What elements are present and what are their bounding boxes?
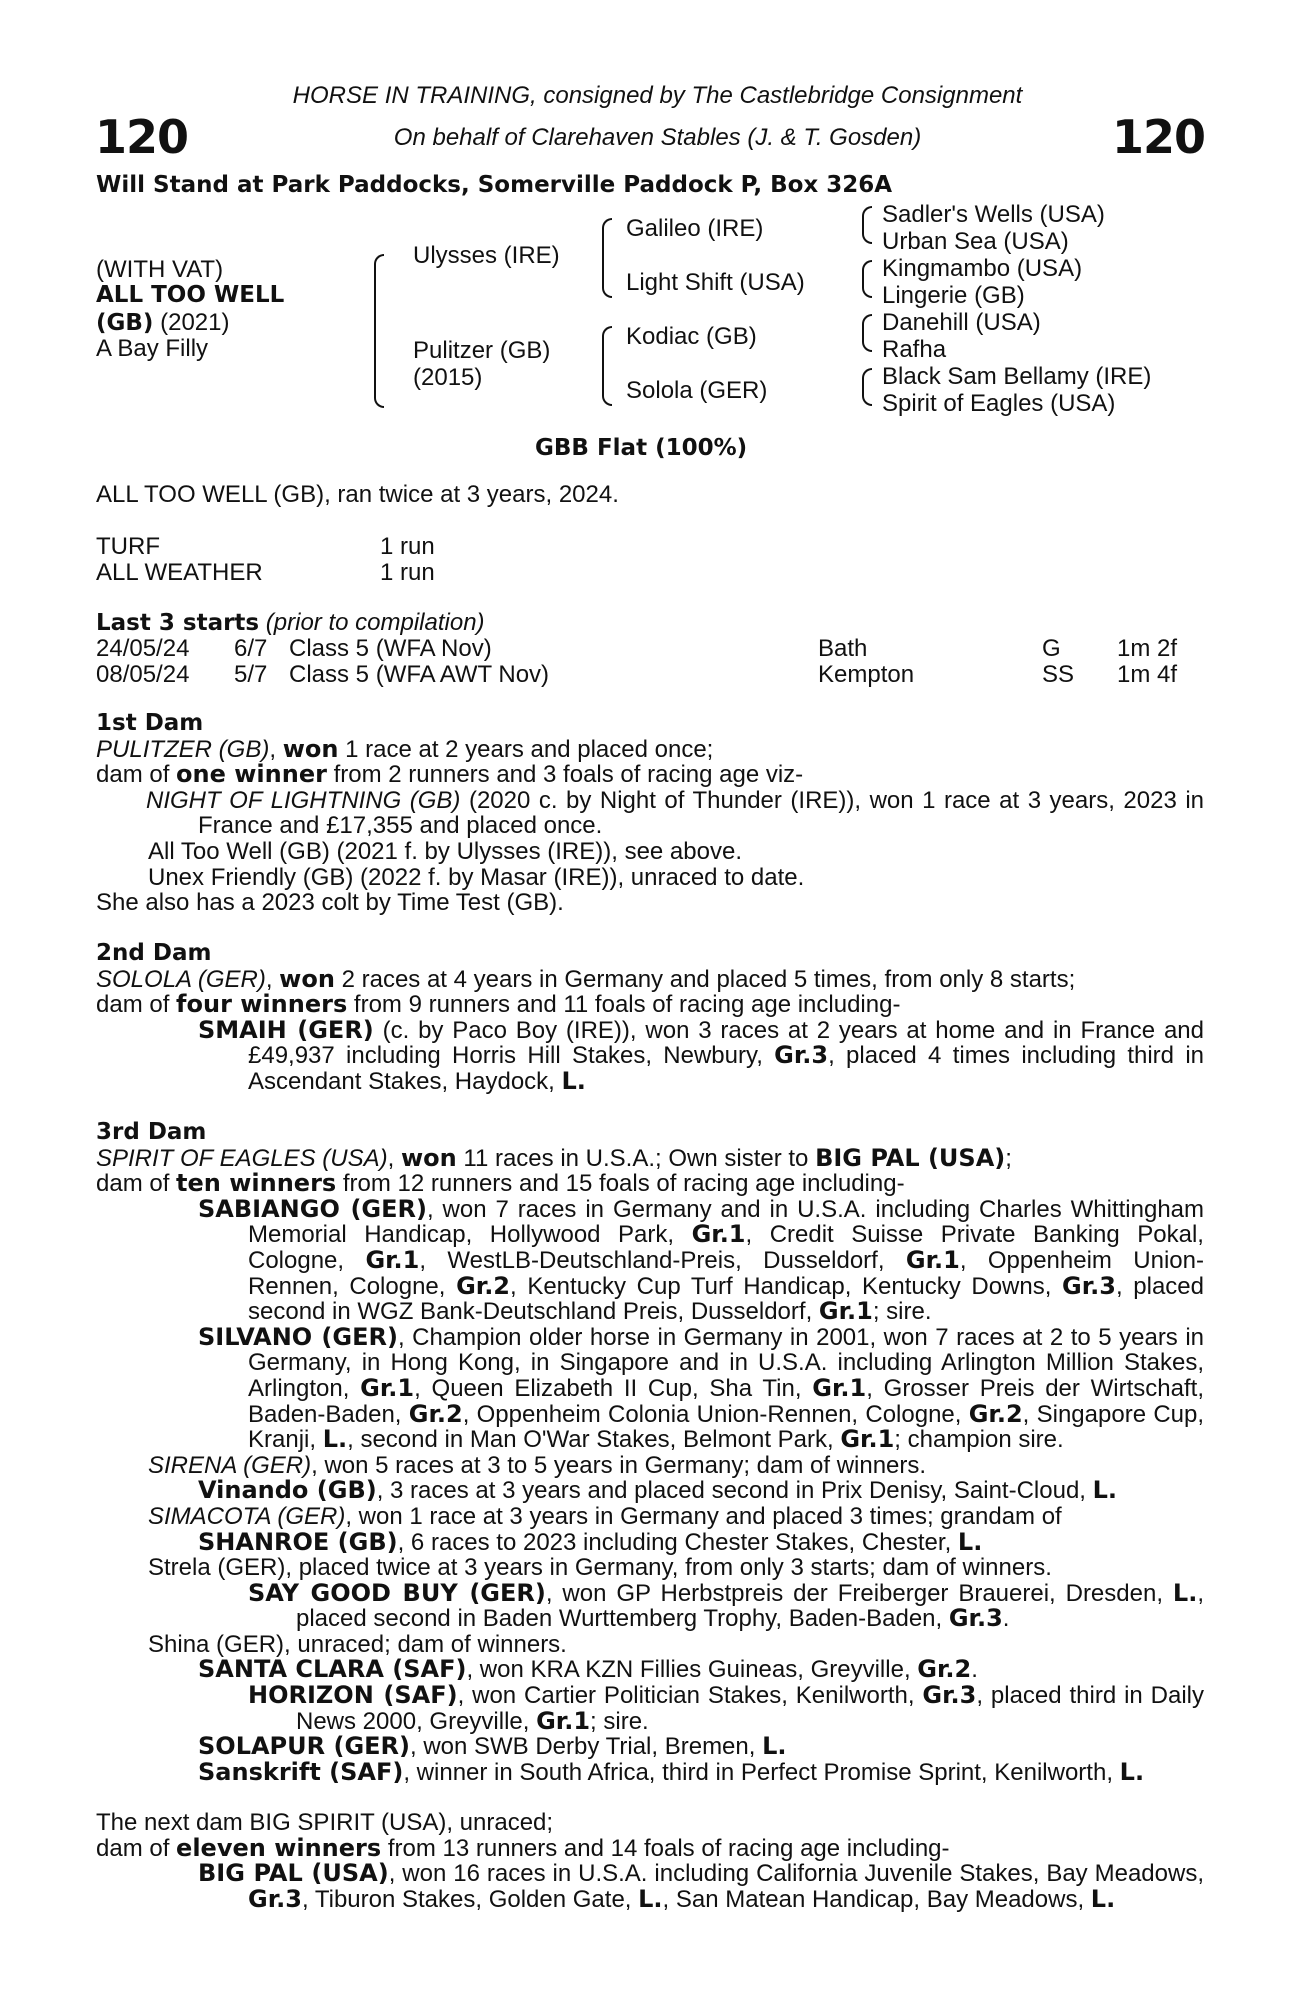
pedigree-brace-1 — [862, 206, 872, 244]
produce-entry-shina: Shina (GER), unraced; dam of winners. — [148, 1630, 567, 1658]
pedigree-sire-dam: Light Shift (USA) — [626, 269, 805, 296]
produce-entry-shanroe: SHANROE (GB), 6 races to 2023 including Chester Stakes, Chester, L. — [198, 1527, 983, 1556]
last-starts-heading — [96, 609, 485, 637]
produce-entry: SMAIH (GER) (c. by Paco Boy (IRE)), won 3 races at 2 years at home and in France and £49,937 including Horris Hill Stakes, Newbury, Gr.3, placed 4 times including third in Ascendant Stakes, Haydock, L. — [198, 1015, 1205, 1095]
pedigree-brace-main — [374, 254, 384, 408]
third-dam-section — [96, 1120, 1204, 1785]
second-dam-produce-line: dam of four winners from 9 runners and 11 foals of racing age including- — [96, 990, 901, 1019]
pedigree-sire: Ulysses (IRE) — [413, 242, 560, 269]
start-position: 6/7 — [234, 635, 268, 662]
pedigree-dss: Danehill (USA) — [882, 309, 1041, 336]
second-dam-section — [96, 941, 1204, 1095]
produce-entry-vinando: Vinando (GB), 3 races at 3 years and placed second in Prix Denisy, Saint-Cloud, L. — [198, 1476, 1118, 1505]
pedigree-brace-3 — [862, 314, 872, 352]
start-going: G — [1042, 635, 1061, 662]
pedigree-sds: Kingmambo (USA) — [882, 255, 1083, 282]
third-dam-produce-line: dam of ten winners from 12 runners and 15 foals of racing age including- — [96, 1169, 905, 1198]
pedigree-ssd: Urban Sea (USA) — [882, 228, 1069, 255]
pedigree-ddd: Spirit of Eagles (USA) — [882, 390, 1116, 417]
second-dam-line: SOLOLA (GER), won 2 races at 4 years in Germany and placed 5 times, from only 8 starts; — [96, 964, 1076, 993]
pedigree-dds: Black Sam Bellamy (IRE) — [882, 363, 1152, 390]
produce-entry-silvano: SILVANO (GER), Champion older horse in Germany in 2001, won 7 races at 2 to 5 years in Germany, in Hong Kong, in Singapore and in U.S.A. including Arlington Million Stakes, Arlington, Gr.1, Queen Elizabeth II Cup, Sha Tin, Gr.1, Grosser Preis der Wirtschaft, Baden-Baden, Gr.2, Oppenheim Colonia Union-Rennen, Cologne, Gr.2, Singapore Cup, Kranji, L., second in Man O'War Stakes, Belmont Park, Gr.1; champion sire. — [198, 1322, 1205, 1454]
pedigree-dam-year: (2015) — [413, 364, 483, 391]
lot-number-left: 120 — [95, 110, 189, 164]
vendor-line: On behalf of Clarehaven Stables (J. & T. Gosden) — [393, 124, 922, 151]
surface-label-turf: TURF — [96, 533, 160, 560]
start-race: Class 5 (WFA Nov) — [289, 635, 492, 662]
next-dam-line: The next dam BIG SPIRIT (USA), unraced; — [96, 1809, 554, 1836]
produce-entry-say-good-buy: SAY GOOD BUY (GER), won GP Herbstpreis der Freiberger Brauerei, Dresden, L., placed second in Baden Wurttemberg Trophy, Baden-Baden, Gr.3. — [248, 1578, 1204, 1633]
first-dam-line: PULITZER (GB), won 1 race at 2 years and placed once; — [96, 734, 714, 763]
produce-entry-sanskrift: Sanskrift (SAF), winner in South Africa, third in Perfect Promise Sprint, Kenilworth, L. — [198, 1757, 1145, 1786]
next-dam-produce-line: dam of eleven winners from 13 runners and 14 foals of racing age including- — [96, 1833, 950, 1862]
won-label: won — [282, 734, 339, 763]
horse-year: (2021) — [153, 309, 230, 336]
stand-location: Will Stand at Park Paddocks, Somerville Paddock P, Box 326A — [96, 172, 893, 198]
horse-country-year — [96, 309, 229, 337]
produce-entry-santa-clara: SANTA CLARA (SAF), won KRA KZN Fillies Guineas, Greyville, Gr.2. — [198, 1655, 978, 1684]
surface-value-turf: 1 run — [380, 533, 435, 560]
produce-entry-solapur: SOLAPUR (GER), won SWB Derby Trial, Bremen, L. — [198, 1732, 787, 1761]
dam-name: PULITZER (GB) — [96, 735, 270, 763]
start-date: 08/05/24 — [96, 661, 190, 688]
second-dam-title: 2nd Dam — [96, 940, 212, 966]
vat-note: (WITH VAT) — [96, 256, 224, 283]
lot-number-right: 120 — [1111, 110, 1205, 164]
race-summary: ALL TOO WELL (GB), ran twice at 3 years, 2024. — [96, 481, 619, 508]
produce-entry: Unex Friendly (GB) (2022 f. by Masar (IRE)), unraced to date. — [148, 863, 805, 891]
start-position: 5/7 — [234, 661, 268, 688]
produce-entry-simacota: SIMACOTA (GER), won 1 race at 3 years in Germany and placed 3 times; grandam of — [148, 1502, 1062, 1530]
start-date: 24/05/24 — [96, 635, 190, 662]
pedigree-brace-sire — [602, 218, 612, 298]
first-dam-section — [96, 711, 1204, 916]
horse-name: ALL TOO WELL — [96, 282, 285, 308]
pedigree-sire-sire: Galileo (IRE) — [626, 215, 764, 242]
horse-description: A Bay Filly — [96, 335, 209, 362]
pedigree-sss: Sadler's Wells (USA) — [882, 201, 1105, 228]
start-race: Class 5 (WFA AWT Nov) — [289, 661, 550, 688]
surface-label-aw: ALL WEATHER — [96, 559, 263, 586]
produce-entry: All Too Well (GB) (2021 f. by Ulysses (IRE)), see above. — [148, 837, 742, 865]
start-course: Bath — [818, 635, 868, 662]
pedigree-brace-4 — [862, 368, 872, 406]
produce-entry: NIGHT OF LIGHTNING (GB) (2020 c. by Night of Thunder (IRE)), won 1 race at 3 years, 2023 in France and £17,355 and placed once. — [146, 786, 1205, 840]
rating: GBB Flat (100%) — [535, 435, 748, 461]
first-dam-title: 1st Dam — [96, 710, 204, 736]
start-going: SS — [1042, 661, 1075, 688]
horse-country: (GB) — [96, 310, 154, 336]
pedigree-brace-2 — [862, 260, 872, 298]
pedigree-dam: Pulitzer (GB) — [413, 337, 551, 364]
third-dam-line: SPIRIT OF EAGLES (USA), won 11 races in U.S.A.; Own sister to BIG PAL (USA); — [96, 1143, 1012, 1172]
start-distance: 1m 4f — [1117, 661, 1178, 688]
start-distance: 1m 2f — [1117, 635, 1178, 662]
start-course: Kempton — [818, 661, 915, 688]
produce-entry-sirena: SIRENA (GER), won 5 races at 3 to 5 years in Germany; dam of winners. — [148, 1451, 927, 1479]
next-dam-section — [96, 1810, 1204, 1912]
produce-entry-sabiango: SABIANGO (GER), won 7 races in Germany and in U.S.A. including Charles Whittingham Memorial Handicap, Hollywood Park, Gr.1, Credit Suisse Private Banking Pokal, Cologne, Gr.1, WestLB-Deutschland-Preis, Dusseldorf, Gr.1, Oppenheim Union-Rennen, Cologne, Gr.2, Kentucky Cup Turf Handicap, Kentucky Downs, Gr.3, placed second in WGZ Bank-Deutschland Preis, Dusseldorf, Gr.1; sire. — [198, 1194, 1205, 1326]
last-starts-note: (prior to compilation) — [259, 609, 485, 636]
third-dam-title: 3rd Dam — [96, 1119, 207, 1145]
produce-entry-horizon: HORIZON (SAF), won Cartier Politician Stakes, Kenilworth, Gr.3, placed third in Daily News 2000, Greyville, Gr.1; sire. — [248, 1681, 1204, 1735]
pedigree-sdd: Lingerie (GB) — [882, 282, 1025, 309]
produce-note: She also has a 2023 colt by Time Test (GB). — [96, 889, 564, 917]
consignor-line: HORSE IN TRAINING, consigned by The Castlebridge Consignment — [292, 82, 1023, 109]
first-dam-produce-line: dam of one winner from 2 runners and 3 foals of racing age viz- — [96, 760, 804, 789]
last-starts-title: Last 3 starts — [96, 610, 260, 636]
pedigree-dam-sire: Kodiac (GB) — [626, 323, 757, 350]
pedigree-dsd: Rafha — [882, 336, 947, 363]
produce-entry-strela: Strela (GER), placed twice at 3 years in Germany, from only 3 starts; dam of winners. — [148, 1554, 1052, 1582]
pedigree-brace-dam — [602, 326, 612, 406]
surface-value-aw: 1 run — [380, 559, 435, 586]
pedigree-dam-dam: Solola (GER) — [626, 377, 768, 404]
produce-entry-big-pal: BIG PAL (USA), won 16 races in U.S.A. including California Juvenile Stakes, Bay Meadows, Gr.3, Tiburon Stakes, Golden Gate, L., San Matean Handicap, Bay Meadows, L. — [198, 1859, 1205, 1913]
